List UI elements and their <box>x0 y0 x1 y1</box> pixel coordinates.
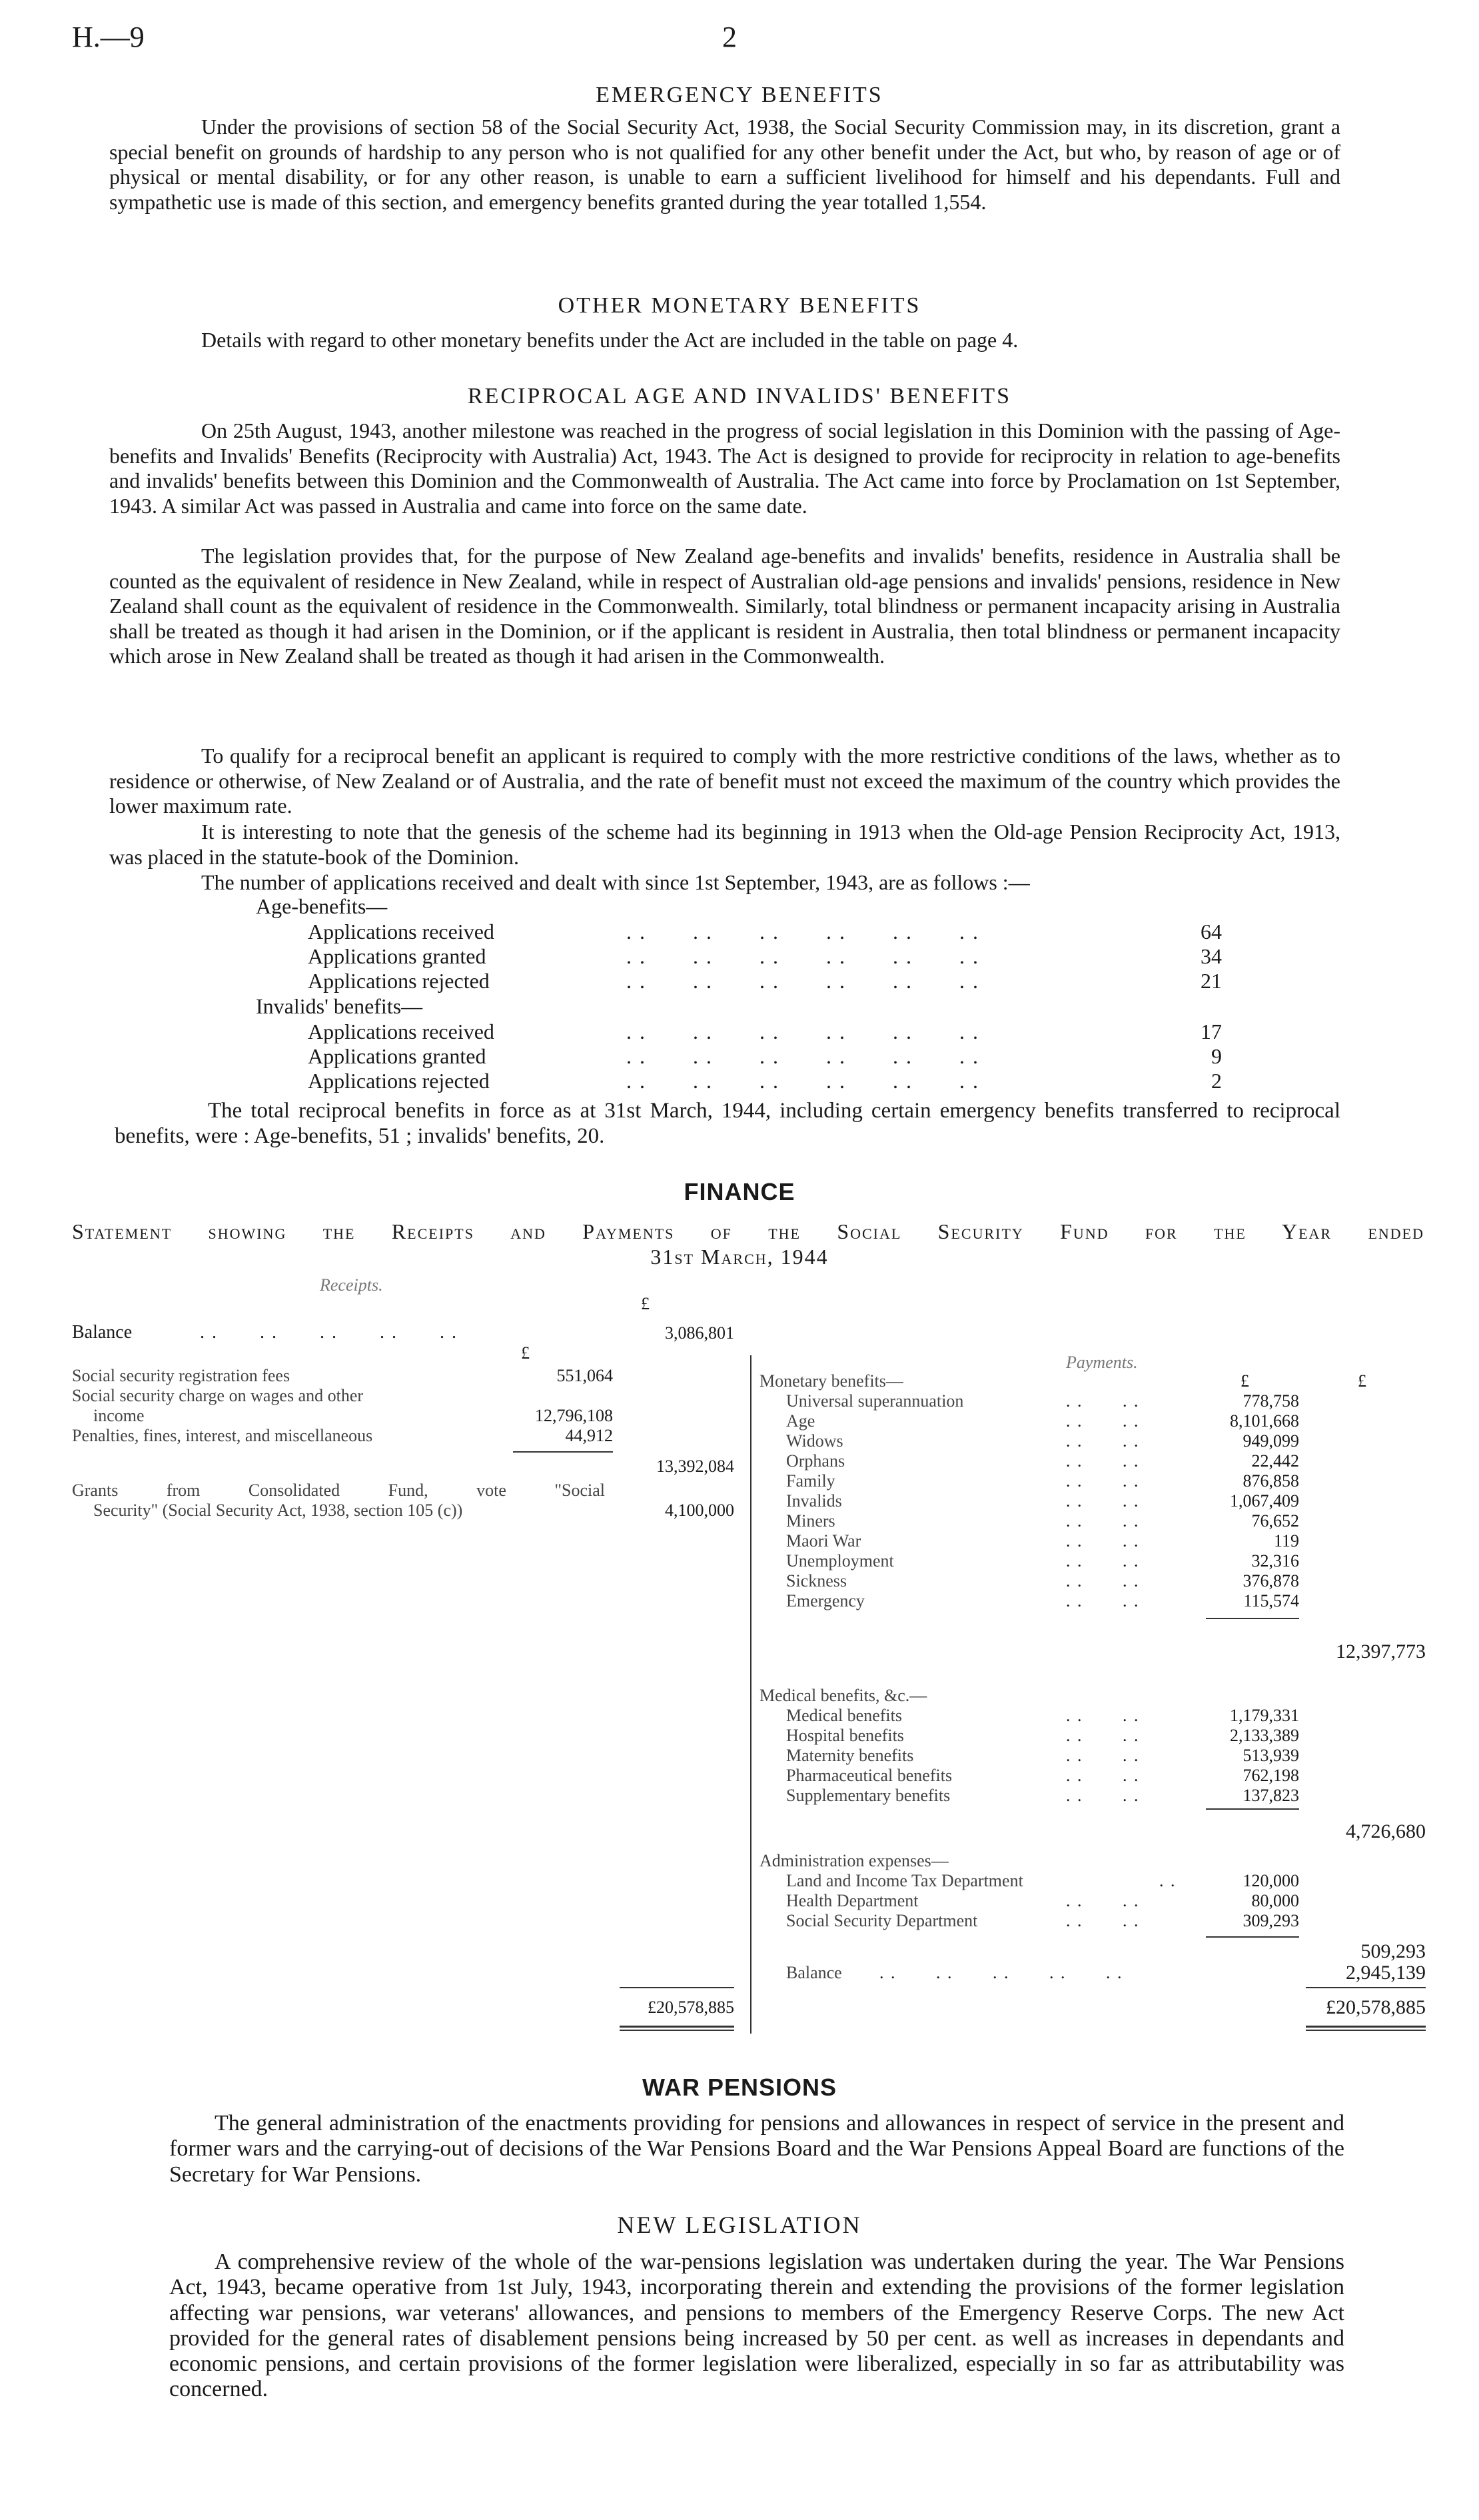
list-item <box>0 1069 1222 1093</box>
leader-dots: . . . . <box>1066 1766 1140 1785</box>
table-row <box>0 1491 1479 1511</box>
row-label: Medical benefits <box>786 1706 902 1725</box>
list-item <box>0 1044 1222 1068</box>
receipts-charge-value: 12,796,108 <box>535 1406 613 1425</box>
table-row <box>0 1706 1479 1726</box>
list-item-value: 17 <box>1201 1019 1222 1043</box>
leader-dots: . . . . <box>1066 1531 1140 1551</box>
leader-dots: . . . . <box>1066 1391 1140 1411</box>
administration-rows <box>0 1871 1479 1931</box>
table-row <box>0 1511 1479 1531</box>
leader-dots: . . . . . . . . . . . . <box>626 1019 979 1043</box>
payments-balance-label: Balance <box>786 1963 842 1982</box>
receipts-grants-label-1: Grants from Consolidated Fund, vote "Social <box>72 1481 605 1500</box>
receipts-balance-value: 3,086,801 <box>665 1323 734 1343</box>
table-row <box>0 1571 1479 1591</box>
other-monetary-title: OTHER MONETARY BENEFITS <box>558 293 921 318</box>
list-item-value: 21 <box>1201 969 1222 993</box>
row-value: 8,101,668 <box>1230 1411 1299 1431</box>
table-row <box>0 1391 1479 1411</box>
leader-dots: . . . . <box>1066 1746 1140 1765</box>
row-label: Pharmaceutical benefits <box>786 1766 953 1785</box>
leader-dots: . . . . <box>1066 1551 1140 1571</box>
total-double-rule <box>620 2026 734 2028</box>
table-row <box>0 1871 1479 1891</box>
reciprocal-paragraph-2: The legislation provides that, for the purpose of New Zealand age-benefits and invalids' benefits, residence in Australia shall be counted as the equivalent of residence in New Zealand, while in respect of Australian old-age pensions and invalids' pensions, residence in New Zealand shall count as the equivalent of residence in the Commonwealth. Similarly, total blindness or permanent incapacity arising in Australia shall be treated as though it had arisen in the Dominion, or if the applicant is resident in Australia, then total blindness or permanent incapacity which arose in New Zealand shall be treated as though it had arisen in the Commonwealth. <box>109 544 1340 668</box>
leader-dots: . . . . . . . . . . . . <box>626 920 979 944</box>
monetary-benefits-rows <box>0 1391 1479 1611</box>
row-label: Social Security Department <box>786 1911 978 1930</box>
row-label: Maternity benefits <box>786 1746 914 1765</box>
leader-dots: . . . . <box>1066 1726 1140 1745</box>
receipts-penalties-value: 44,912 <box>565 1426 613 1445</box>
war-pensions-title: WAR PENSIONS <box>642 2074 837 2101</box>
row-value: 80,000 <box>1251 1891 1299 1910</box>
statement-heading-line-1: Statement showing the Receipts and Payments of the Social Security Fund for the Year ended <box>72 1219 1424 1243</box>
row-label: Hospital benefits <box>786 1726 904 1745</box>
list-item-label: Applications received <box>308 920 494 944</box>
report-reference: H.—9 <box>72 21 145 53</box>
table-row <box>0 1411 1479 1431</box>
monetary-benefits-heading: Monetary benefits— <box>759 1371 903 1391</box>
list-item-label: Applications rejected <box>308 1069 490 1093</box>
table-row <box>0 1551 1479 1571</box>
row-label: Widows <box>786 1431 843 1451</box>
finance-title: FINANCE <box>684 1178 795 1205</box>
leader-dots: . . . . . . . . . . . . <box>626 1044 979 1068</box>
reciprocal-total-paragraph: The total reciprocal benefits in force as at 31st March, 1944, including certain emergency benefits transferred to reciprocal benefits, were : Age-benefits, 51 ; invalids' benefits, 20. <box>115 1099 1340 1148</box>
row-label: Age <box>786 1411 815 1431</box>
total-rule-top <box>1306 1987 1426 1988</box>
row-label: Family <box>786 1471 835 1491</box>
medical-benefits-heading: Medical benefits, &c.— <box>759 1686 927 1705</box>
leader-dots: . . . . <box>1066 1411 1140 1431</box>
row-label: Supplementary benefits <box>786 1786 951 1805</box>
row-label: Universal superannuation <box>786 1391 964 1411</box>
payments-currency-symbol: £ <box>1240 1371 1249 1391</box>
statement-heading-line-2: 31st March, 1944 <box>650 1245 829 1269</box>
page-number: 2 <box>722 21 737 53</box>
leader-dots: . . . . <box>1066 1591 1140 1610</box>
receipts-charge-label-2: income <box>93 1406 145 1425</box>
list-item-label: Applications granted <box>308 1044 486 1068</box>
list-item-value: 34 <box>1201 944 1222 968</box>
total-double-rule <box>1306 2030 1426 2031</box>
total-double-rule <box>620 2030 734 2031</box>
war-pensions-paragraph: The general administration of the enactments providing for pensions and allowances in respect of service in the present and former wars and the carrying-out of decisions of the War Pensions Board and the War Pensions Appeal Board are functions of the Secretary for War Pensions. <box>169 2111 1344 2187</box>
row-label: Sickness <box>786 1571 847 1590</box>
medical-benefits-total: 4,726,680 <box>1346 1820 1426 1842</box>
reciprocal-paragraph-5: The number of applications received and dealt with since 1st September, 1943, are as follows :— <box>201 870 1030 894</box>
leader-dots: . . <box>1159 1871 1177 1890</box>
table-row <box>0 1726 1479 1746</box>
row-value: 762,198 <box>1242 1766 1299 1785</box>
receipts-heading: Receipts. <box>320 1275 383 1295</box>
leader-dots: . . . . <box>1066 1786 1140 1805</box>
table-row <box>0 1471 1479 1491</box>
total-rule-top <box>620 1987 734 1988</box>
other-monetary-paragraph: Details with regard to other monetary benefits under the Act are included in the table on page 4. <box>201 328 1019 352</box>
receipts-grants-value: 4,100,000 <box>665 1501 734 1520</box>
leader-dots: . . . . . . . . . . . . <box>626 1069 979 1093</box>
list-item <box>0 969 1222 993</box>
leader-dots: . . . . <box>1066 1706 1140 1725</box>
table-row <box>0 1766 1479 1786</box>
administration-total: 509,293 <box>1360 1940 1426 1962</box>
receipts-subcolumn-currency-symbol: £ <box>521 1343 530 1363</box>
row-value: 376,878 <box>1242 1571 1299 1590</box>
administration-heading: Administration expenses— <box>759 1851 949 1870</box>
row-value: 778,758 <box>1242 1391 1299 1411</box>
table-row <box>0 1746 1479 1766</box>
row-label: Unemployment <box>786 1551 894 1571</box>
subtotal-rule <box>1206 1618 1299 1619</box>
new-legislation-paragraph: A comprehensive review of the whole of the war-pensions legislation was undertaken during the year. The War Pensions Act, 1943, became operative from 1st July, 1943, incorporating therein and extending the provisions of the former legislation affecting war pensions, war veterans' allowances, and pensions to members of the Emergency Reserve Corps. The new Act provided for the general rates of disablement pensions being increased by 50 per cent. as well as increases in dependants and economic pensions, and certain provisions of the former legislation were liberalized, especially in so far as attributability was concerned. <box>169 2249 1344 2402</box>
row-label: Health Department <box>786 1891 919 1910</box>
table-row <box>0 1591 1479 1611</box>
row-value: 2,133,389 <box>1230 1726 1299 1745</box>
total-double-rule <box>1306 2026 1426 2028</box>
emergency-benefits-paragraph: Under the provisions of section 58 of the Social Security Act, 1938, the Social Security Commission may, in its discretion, grant a special benefit on grounds of hardship to any person who is not qualified for any other benefit under the Act, but who, by reason of age or of physical or mental disability, or for any other reason, is unable to earn a sufficient livelihood for himself and his dependants. Full and sympathetic use is made of this section, and emergency benefits granted during the year totalled 1,554. <box>109 115 1340 214</box>
list-item <box>0 944 1222 968</box>
row-label: Orphans <box>786 1451 845 1471</box>
receipts-currency-symbol: £ <box>641 1294 650 1313</box>
subtotal-rule <box>1206 1808 1299 1810</box>
row-label: Invalids <box>786 1491 842 1511</box>
leader-dots: . . . . <box>1066 1571 1140 1590</box>
row-label: Miners <box>786 1511 835 1531</box>
list-item-label: Applications received <box>308 1019 494 1043</box>
row-value: 876,858 <box>1242 1471 1299 1491</box>
row-label: Land and Income Tax Department <box>786 1871 1023 1890</box>
row-value: 22,442 <box>1251 1451 1299 1471</box>
row-value: 513,939 <box>1242 1746 1299 1765</box>
list-item-value: 9 <box>1211 1044 1222 1068</box>
payments-heading: Payments. <box>1066 1353 1138 1372</box>
receipts-grants-label-2: Security" (Social Security Act, 1938, section 105 (c)) <box>93 1501 463 1520</box>
list-item <box>0 920 1222 944</box>
list-item <box>0 1019 1222 1043</box>
row-value: 120,000 <box>1242 1871 1299 1890</box>
invalids-benefits-heading: Invalids' benefits— <box>256 994 423 1018</box>
receipts-registration-fees-label: Social security registration fees <box>72 1366 290 1385</box>
table-row <box>0 1531 1479 1551</box>
age-benefits-heading: Age-benefits— <box>256 894 388 918</box>
row-value: 76,652 <box>1251 1511 1299 1531</box>
receipts-registration-fees-value: 551,064 <box>556 1366 613 1385</box>
row-label: Maori War <box>786 1531 861 1551</box>
table-row <box>0 1786 1479 1806</box>
monetary-benefits-total: 12,397,773 <box>1336 1640 1426 1662</box>
table-row <box>0 1891 1479 1911</box>
leader-dots: . . . . . . . . . . <box>200 1322 458 1343</box>
table-row <box>0 1911 1479 1931</box>
reciprocal-paragraph-1: On 25th August, 1943, another milestone was reached in the progress of social legislation in this Dominion with the passing of Age-benefits and Invalids' Benefits (Reciprocity with Australia) Act, 1943. The Act is designed to provide for reciprocity in relation to age-benefits and invalids' benefits between this Dominion and the Commonwealth of Australia. The Act came into force by Proclamation on 1st September, 1943. A similar Act was passed in Australia and came into force on the same date. <box>109 418 1340 518</box>
receipts-subtotal-value: 13,392,084 <box>656 1457 734 1476</box>
payments-total-value: £20,578,885 <box>1326 1996 1426 2018</box>
leader-dots: . . . . <box>1066 1491 1140 1511</box>
reciprocal-paragraph-3: To qualify for a reciprocal benefit an applicant is required to comply with the more restrictive conditions of the laws, whether as to residence or otherwise, of New Zealand or of Australia, and the rate of benefit must not exceed the maximum of the country which provides the lower maximum rate. <box>109 744 1340 818</box>
list-item-value: 2 <box>1211 1069 1222 1093</box>
row-value: 115,574 <box>1243 1591 1299 1610</box>
receipts-balance-label: Balance <box>72 1322 133 1343</box>
leader-dots: . . . . <box>1066 1891 1140 1910</box>
reciprocal-title: RECIPROCAL AGE AND INVALIDS' BENEFITS <box>467 384 1012 408</box>
new-legislation-title: NEW LEGISLATION <box>617 2211 862 2238</box>
receipts-total-value: £20,578,885 <box>648 1998 734 2017</box>
emergency-benefits-title: EMERGENCY BENEFITS <box>596 83 883 107</box>
leader-dots: . . . . . . . . . . . . <box>626 969 979 993</box>
leader-dots: . . . . . . . . . . <box>879 1963 1123 1982</box>
receipts-charge-label-1: Social security charge on wages and other <box>72 1386 364 1405</box>
leader-dots: . . . . . . . . . . . . <box>626 944 979 968</box>
payments-balance-value: 2,945,139 <box>1346 1962 1426 1984</box>
leader-dots: . . . . <box>1066 1451 1140 1471</box>
list-item-label: Applications granted <box>308 944 486 968</box>
row-value: 119 <box>1273 1531 1299 1551</box>
row-value: 1,179,331 <box>1230 1706 1299 1725</box>
table-row <box>0 1431 1479 1451</box>
row-value: 1,067,409 <box>1230 1491 1299 1511</box>
payments-total-currency-symbol: £ <box>1358 1371 1366 1391</box>
leader-dots: . . . . <box>1066 1911 1140 1930</box>
row-label: Emergency <box>786 1591 865 1610</box>
subtotal-rule <box>1206 1936 1299 1938</box>
row-value: 137,823 <box>1242 1786 1299 1805</box>
receipts-penalties-label: Penalties, fines, interest, and miscellaneous <box>72 1426 373 1445</box>
reciprocal-paragraph-4: It is interesting to note that the genesis of the scheme had its beginning in 1913 when the Old-age Pension Reciprocity Act, 1913, was placed in the statute-book of the Dominion. <box>109 820 1340 869</box>
list-item-value: 64 <box>1201 920 1222 944</box>
leader-dots: . . . . <box>1066 1471 1140 1491</box>
leader-dots: . . . . <box>1066 1431 1140 1451</box>
table-row <box>0 1451 1479 1471</box>
medical-benefits-rows <box>0 1706 1479 1806</box>
row-value: 309,293 <box>1242 1911 1299 1930</box>
row-value: 32,316 <box>1251 1551 1299 1571</box>
list-item-label: Applications rejected <box>308 969 490 993</box>
leader-dots: . . . . <box>1066 1511 1140 1531</box>
row-value: 949,099 <box>1242 1431 1299 1451</box>
